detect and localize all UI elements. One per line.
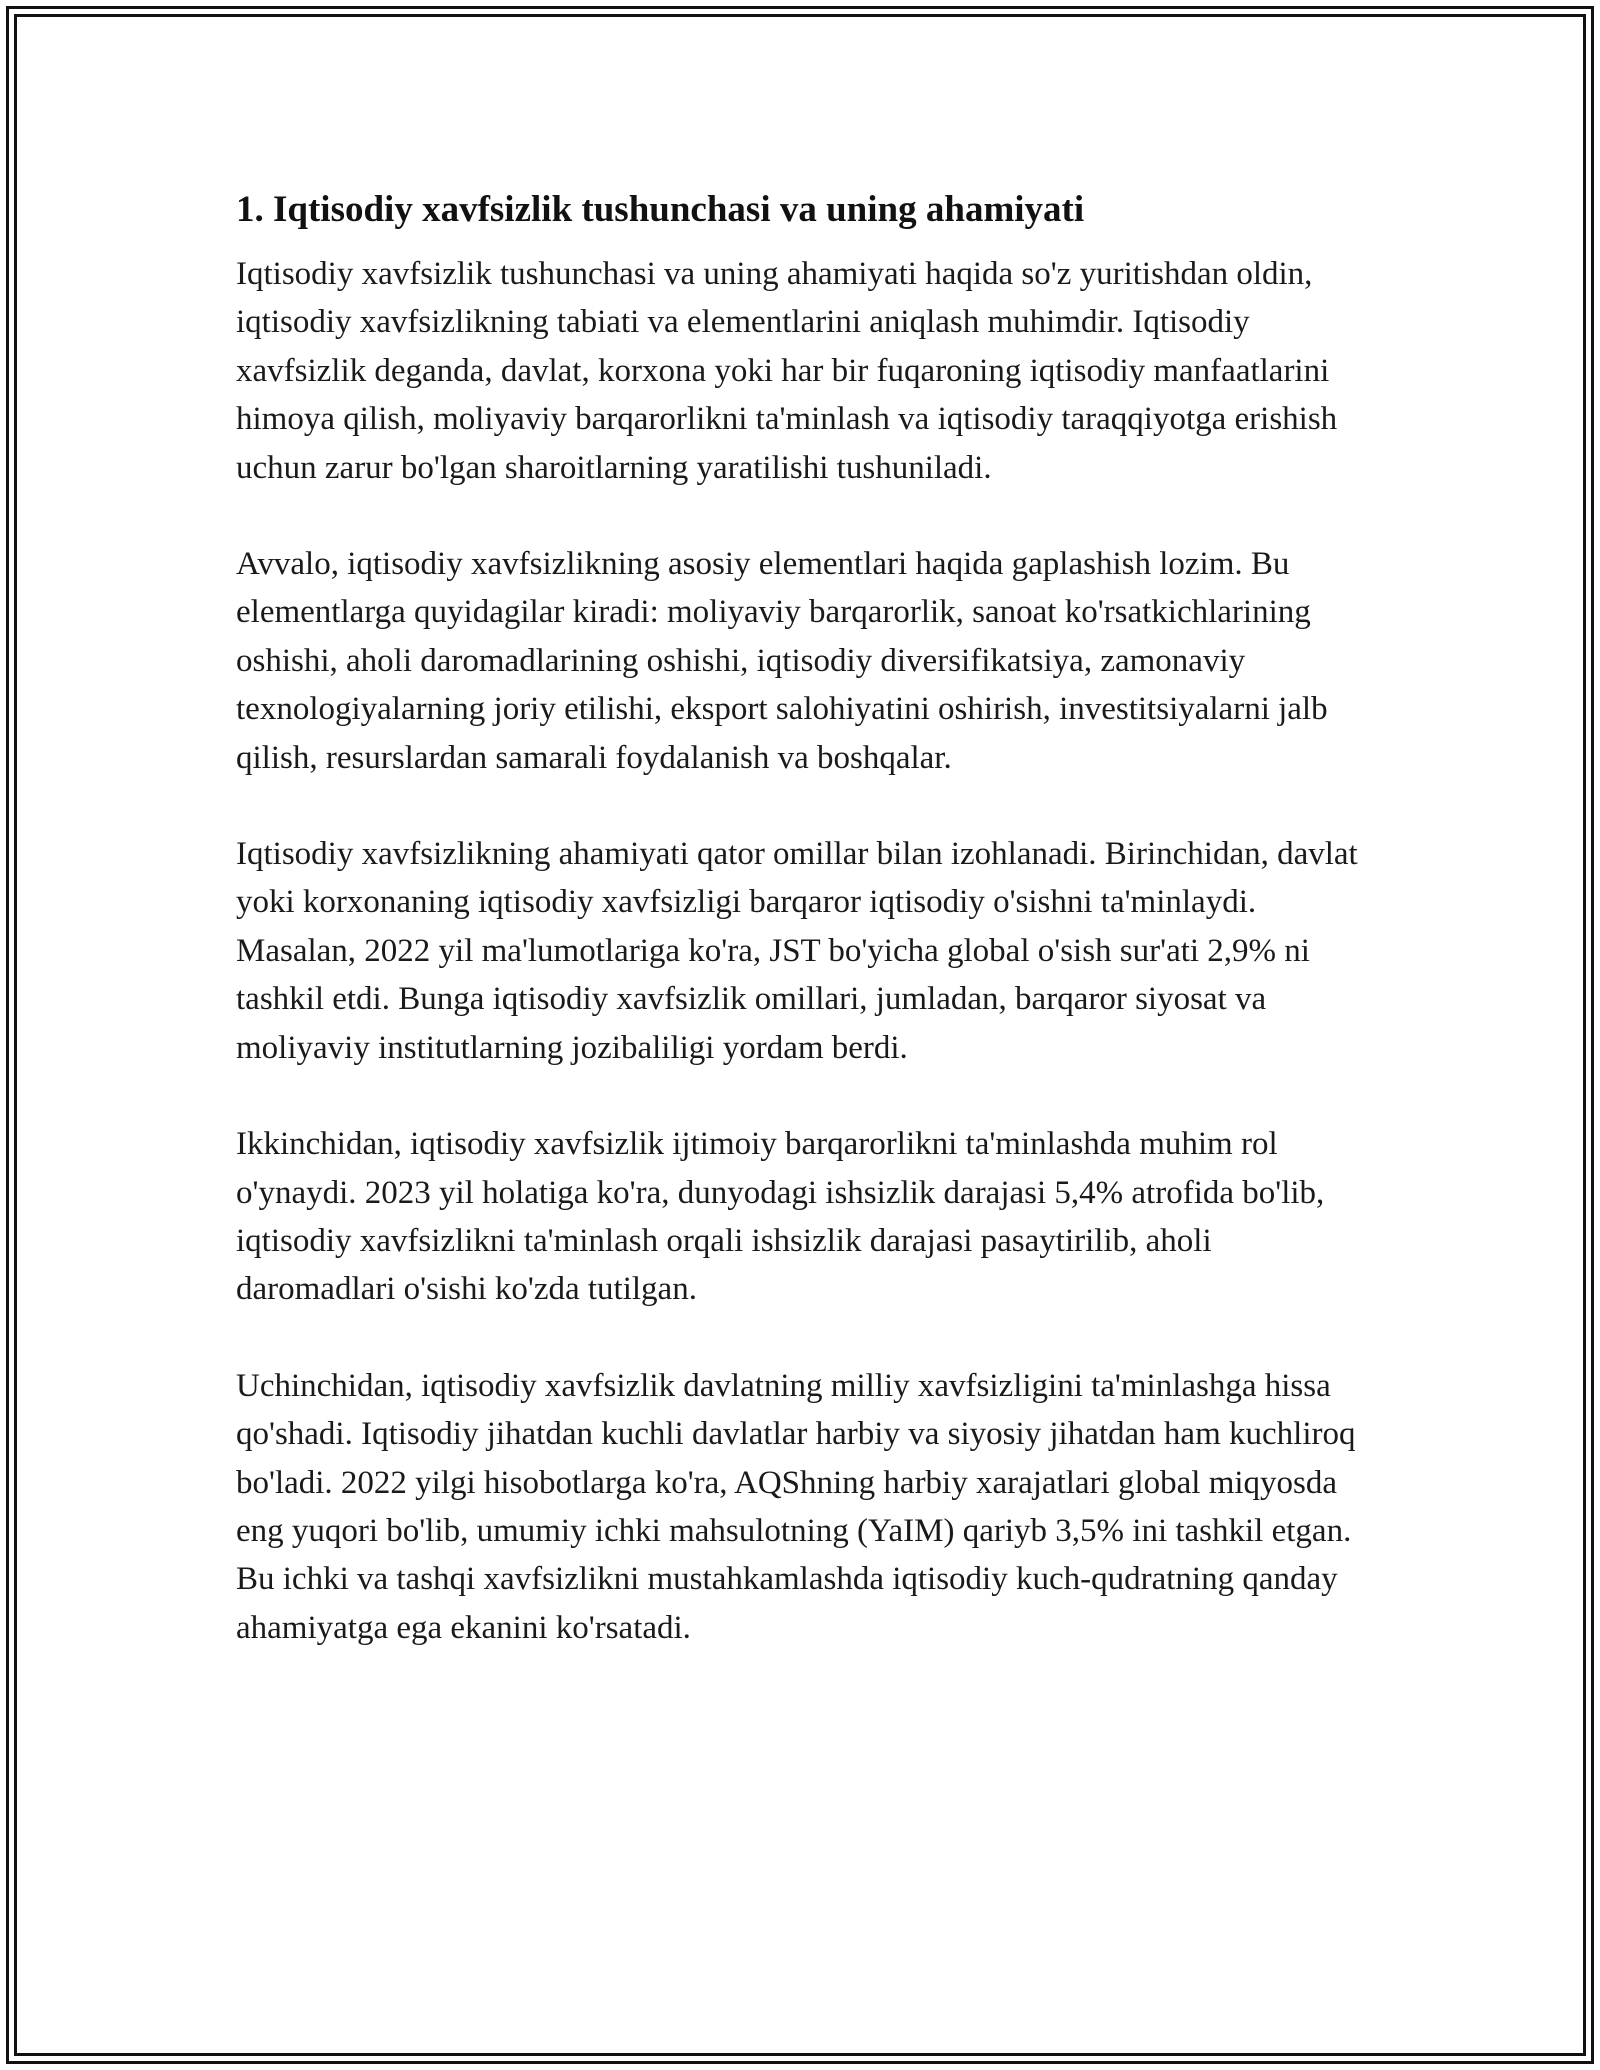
paragraph-first-reason: Iqtisodiy xavfsizlikning ahamiyati qator omillar bilan izohlanadi. Birinchidan, davlat yoki korxonaning iqtisodiy xavfsizligi barqaror iqtisodiy o'sishni ta'minlaydi. Masalan, 2022 yil ma'lumotlariga ko'ra, JST bo'yicha global o'sish sur'ati 2,9% ni tashkil etdi. Bunga iqtisodiy xavfsizlik omillari, jumladan, barqaror siyosat va moliyaviy institutlarning jozibaliligi yordam berdi.: [236, 836, 1358, 1066]
paragraph-third-reason: Uchinchidan, iqtisodiy xavfsizlik davlatning milliy xavfsizligini ta'minlashga hissa qo'shadi. Iqtisodiy jihatdan kuchli davlatlar harbiy va siyosiy jihatdan ham kuchliroq bo'ladi. 2022 yilgi hisobotlarga ko'ra, AQShning harbiy xarajatlari global miqyosda eng yuqori bo'lib, umumiy ichki mahsulotning (YaIM) qariyb 3,5% ini tashkil etgan. Bu ichki va tashqi xavfsizlikni mustahkamlashda iqtisodiy kuch-qudratning qanday ahamiyatga ega ekanini ko'rsatadi.: [236, 1367, 1356, 1646]
paragraph-second-reason: Ikkinchidan, iqtisodiy xavfsizlik ijtimoiy barqarorlikni ta'minlashda muhim rol o'ynaydi. 2023 yil holatiga ko'ra, dunyodagi ishsizlik darajasi 5,4% atrofida bo'lib, iqtisodiy xavfsizlikni ta'minlash orqali ishsizlik darajasi pasaytirilib, aholi daromadlari o'sishi ko'zda tutilgan.: [236, 1126, 1325, 1308]
section-heading: 1. Iqtisodiy xavfsizlik tushunchasi va uning ahamiyati: [236, 189, 1085, 230]
document-body: [236, 184, 1376, 1700]
paragraph-intro: Iqtisodiy xavfsizlik tushunchasi va uning ahamiyati haqida so'z yuritishdan oldin, iqtisodiy xavfsizlikning tabiati va elementlarini aniqlash muhimdir. Iqtisodiy xavfsizlik deganda, davlat, korxona yoki har bir fuqaroning iqtisodiy manfaatlarini himoya qilish, moliyaviy barqarorlikni ta'minlash va iqtisodiy taraqqiyotga erishish uchun zarur bo'lgan sharoitlarning yaratilishi tushuniladi.: [236, 256, 1338, 486]
paragraph-elements: Avvalo, iqtisodiy xavfsizlikning asosiy elementlari haqida gaplashish lozim. Bu elementlarga quyidagilar kiradi: moliyaviy barqarorlik, sanoat ko'rsatkichlarining oshishi, aholi daromadlarining oshishi, iqtisodiy diversifikatsiya, zamonaviy texnologiyalarning joriy etilishi, eksport salohiyatini oshirish, investitsiyalarni jalb qilish, resurslardan samarali foydalanish va boshqalar.: [236, 546, 1328, 776]
